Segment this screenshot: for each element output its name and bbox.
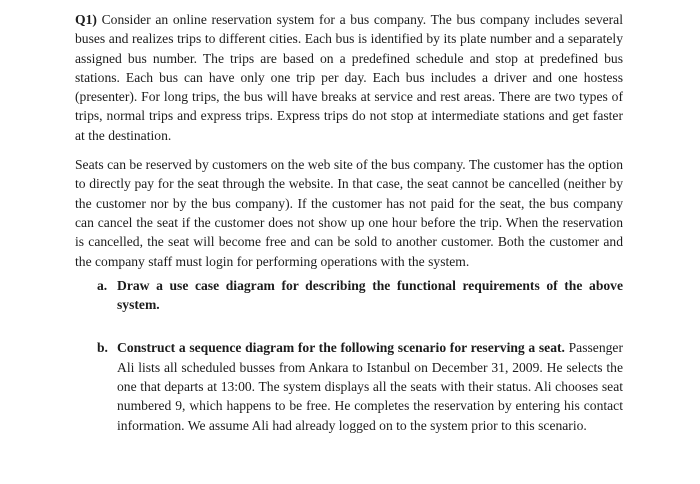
- document-page: [75, 10, 623, 435]
- item-a: [97, 276, 623, 315]
- item-b-heading: Construct a sequence diagram for the following scenario for reserving a seat.: [117, 340, 565, 356]
- question-paragraph-1: [75, 10, 623, 145]
- item-a-text: Draw a use case diagram for describing the functional requirements of the above system.: [117, 277, 623, 313]
- question-number: Q1): [75, 12, 97, 27]
- question-paragraph-2: Seats can be reserved by customers on the web site of the bus company. The customer has the option to directly pay for the seat through the website. In that case, the seat cannot be cancelled (neither by the customer nor by the bus company). If the customer has not paid for the seat, the bus company can cancel the seat if the customer does not show up one hour before the trip. When the reservation is cancelled, the seat will become free and can be sold to another customer. Both the customer and the company staff must login for performing operations with the system.: [75, 157, 623, 269]
- item-b-scenario: Passenger Ali lists all scheduled busses from Ankara to Istanbul on December 31, 2009. He selects the one that departs at 13:00. The system displays all the seats with their status. Ali chooses seat numbered 9, which happens to be free. He completes the reservation by entering his contact information. We assume Ali had already logged on to the system prior to this scenario.: [117, 340, 623, 433]
- question-paragraph-1-text: Consider an online reservation system for a bus company. The bus company includes several buses and realizes trips to different cities. Each bus is identified by its plate number and a separately assigned bus number. The trips are based on a predefined schedule and stop at predefined bus stations. Each bus can have only one trip per day. Each bus includes a driver and one hostess (presenter). For long trips, the bus will have breaks at service and rest areas. There are two types of trips, normal trips and express trips. Express trips do not stop at intermediate stations and get faster at the destination.: [75, 12, 623, 143]
- item-a-letter: a.: [97, 277, 108, 293]
- item-b-letter: b.: [97, 340, 108, 356]
- item-b: [97, 338, 623, 434]
